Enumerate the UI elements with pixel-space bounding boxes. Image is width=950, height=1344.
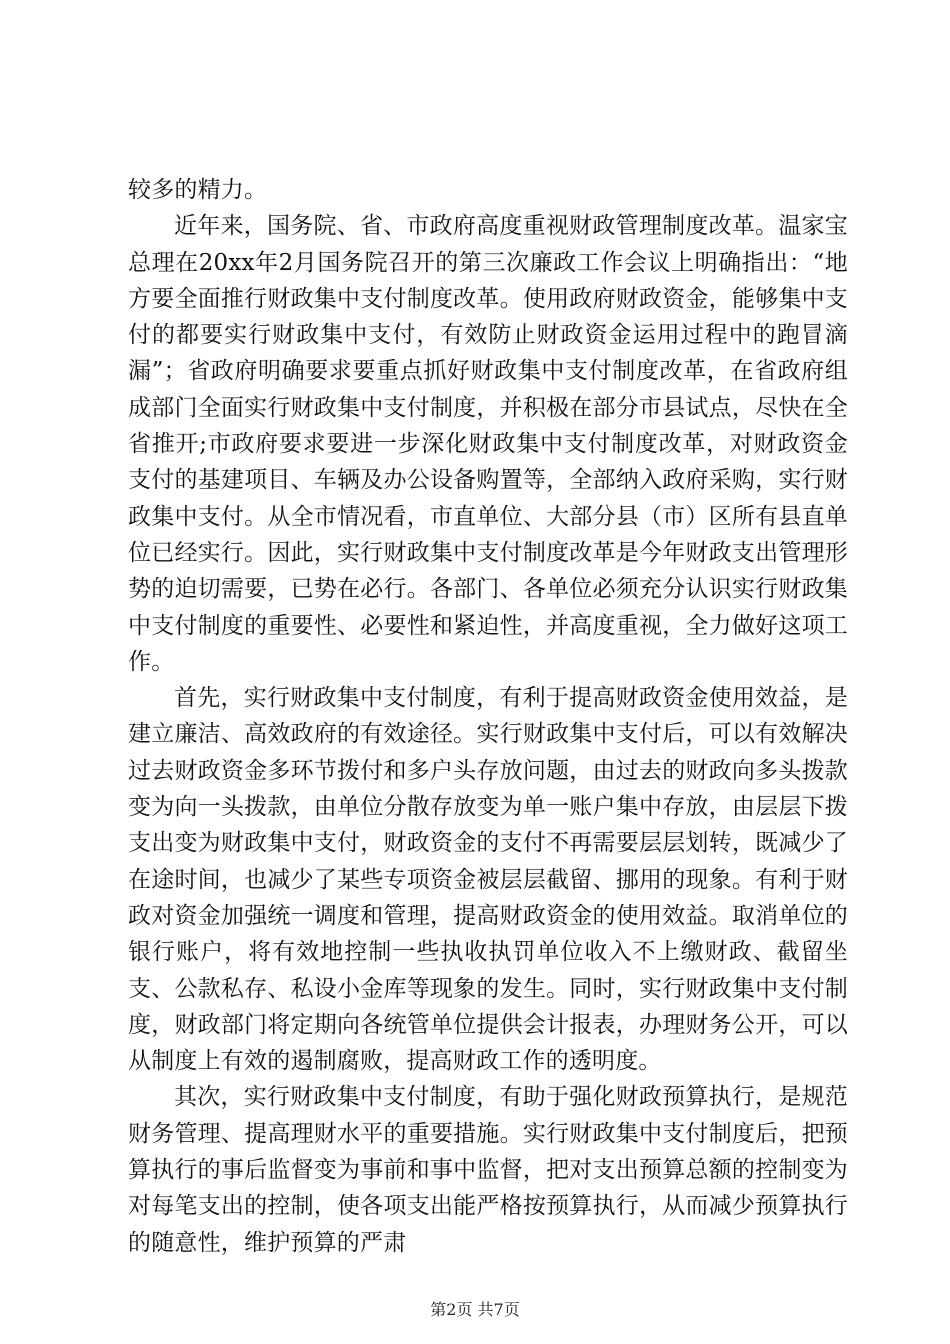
paragraph-2: 近年来，国务院、省、市政府高度重视财政管理制度改革。温家宝总理在20xx年2月国务院召开的第三次廉政工作会议上明确指出：“地方要全面推行财政集中支付制度改革。使用政府财政资金，能够集中支付的都要实行财政集中支付，有效防止财政资金运用过程中的跑冒滴漏”；省政府明确要求要重点抓好财政集中支付制度改革，在省政府组成部门全面实行财政集中支付制度，并积极在部分市县试点，尽快在全省推开;市政府要求要进一步深化财政集中支付制度改革，对财政资金支付的基建项目、车辆及办公设备购置等，全部纳入政府采购，实行财政集中支付。从全市情况看，市直单位、大部分县（市）区所有县直单位已经实行。因此，实行财政集中支付制度改革是今年财政支出管理形势的迫切需要，已势在必行。各部门、各单位必须充分认识实行财政集中支付制度的重要性、必要性和紧迫性，并高度重视，全力做好这项工作。 [128,213,848,675]
paragraph-1: 较多的精力。 [128,177,268,203]
page-number-footer: 第2页 共7页 [430,1300,520,1319]
paragraph-4: 其次，实行财政集中支付制度，有助于强化财政预算执行，是规范财务管理、提高理财水平的重要措施。实行财政集中支付制度后，把预算执行的事后监督变为事前和事中监督，把对支出预算总额的控制变为对每笔支出的控制，使各项支出能严格按预算执行，从而减少预算执行的随意性，维护预算的严肃 [128,1084,848,1256]
body-text [128,172,848,1261]
paragraph-3: 首先，实行财政集中支付制度，有利于提高财政资金使用效益，是建立廉洁、高效政府的有效途径。实行财政集中支付后，可以有效解决过去财政资金多环节拨付和多户头存放问题，由过去的财政向多头拨款变为向一头拨款，由单位分散存放变为单一账户集中存放，由层层下拨支出变为财政集中支付，财政资金的支付不再需要层层划转，既减少了在途时间，也减少了某些专项资金被层层截留、挪用的现象。有利于财政对资金加强统一调度和管理，提高财政资金的使用效益。取消单位的银行账户，将有效地控制一些执收执罚单位收入不上缴财政、截留坐支、公款私存、私设小金库等现象的发生。同时，实行财政集中支付制度，财政部门将定期向各统管单位提供会计报表，办理财务公开，可以从制度上有效的遏制腐败，提高财政工作的透明度。 [128,685,848,1075]
